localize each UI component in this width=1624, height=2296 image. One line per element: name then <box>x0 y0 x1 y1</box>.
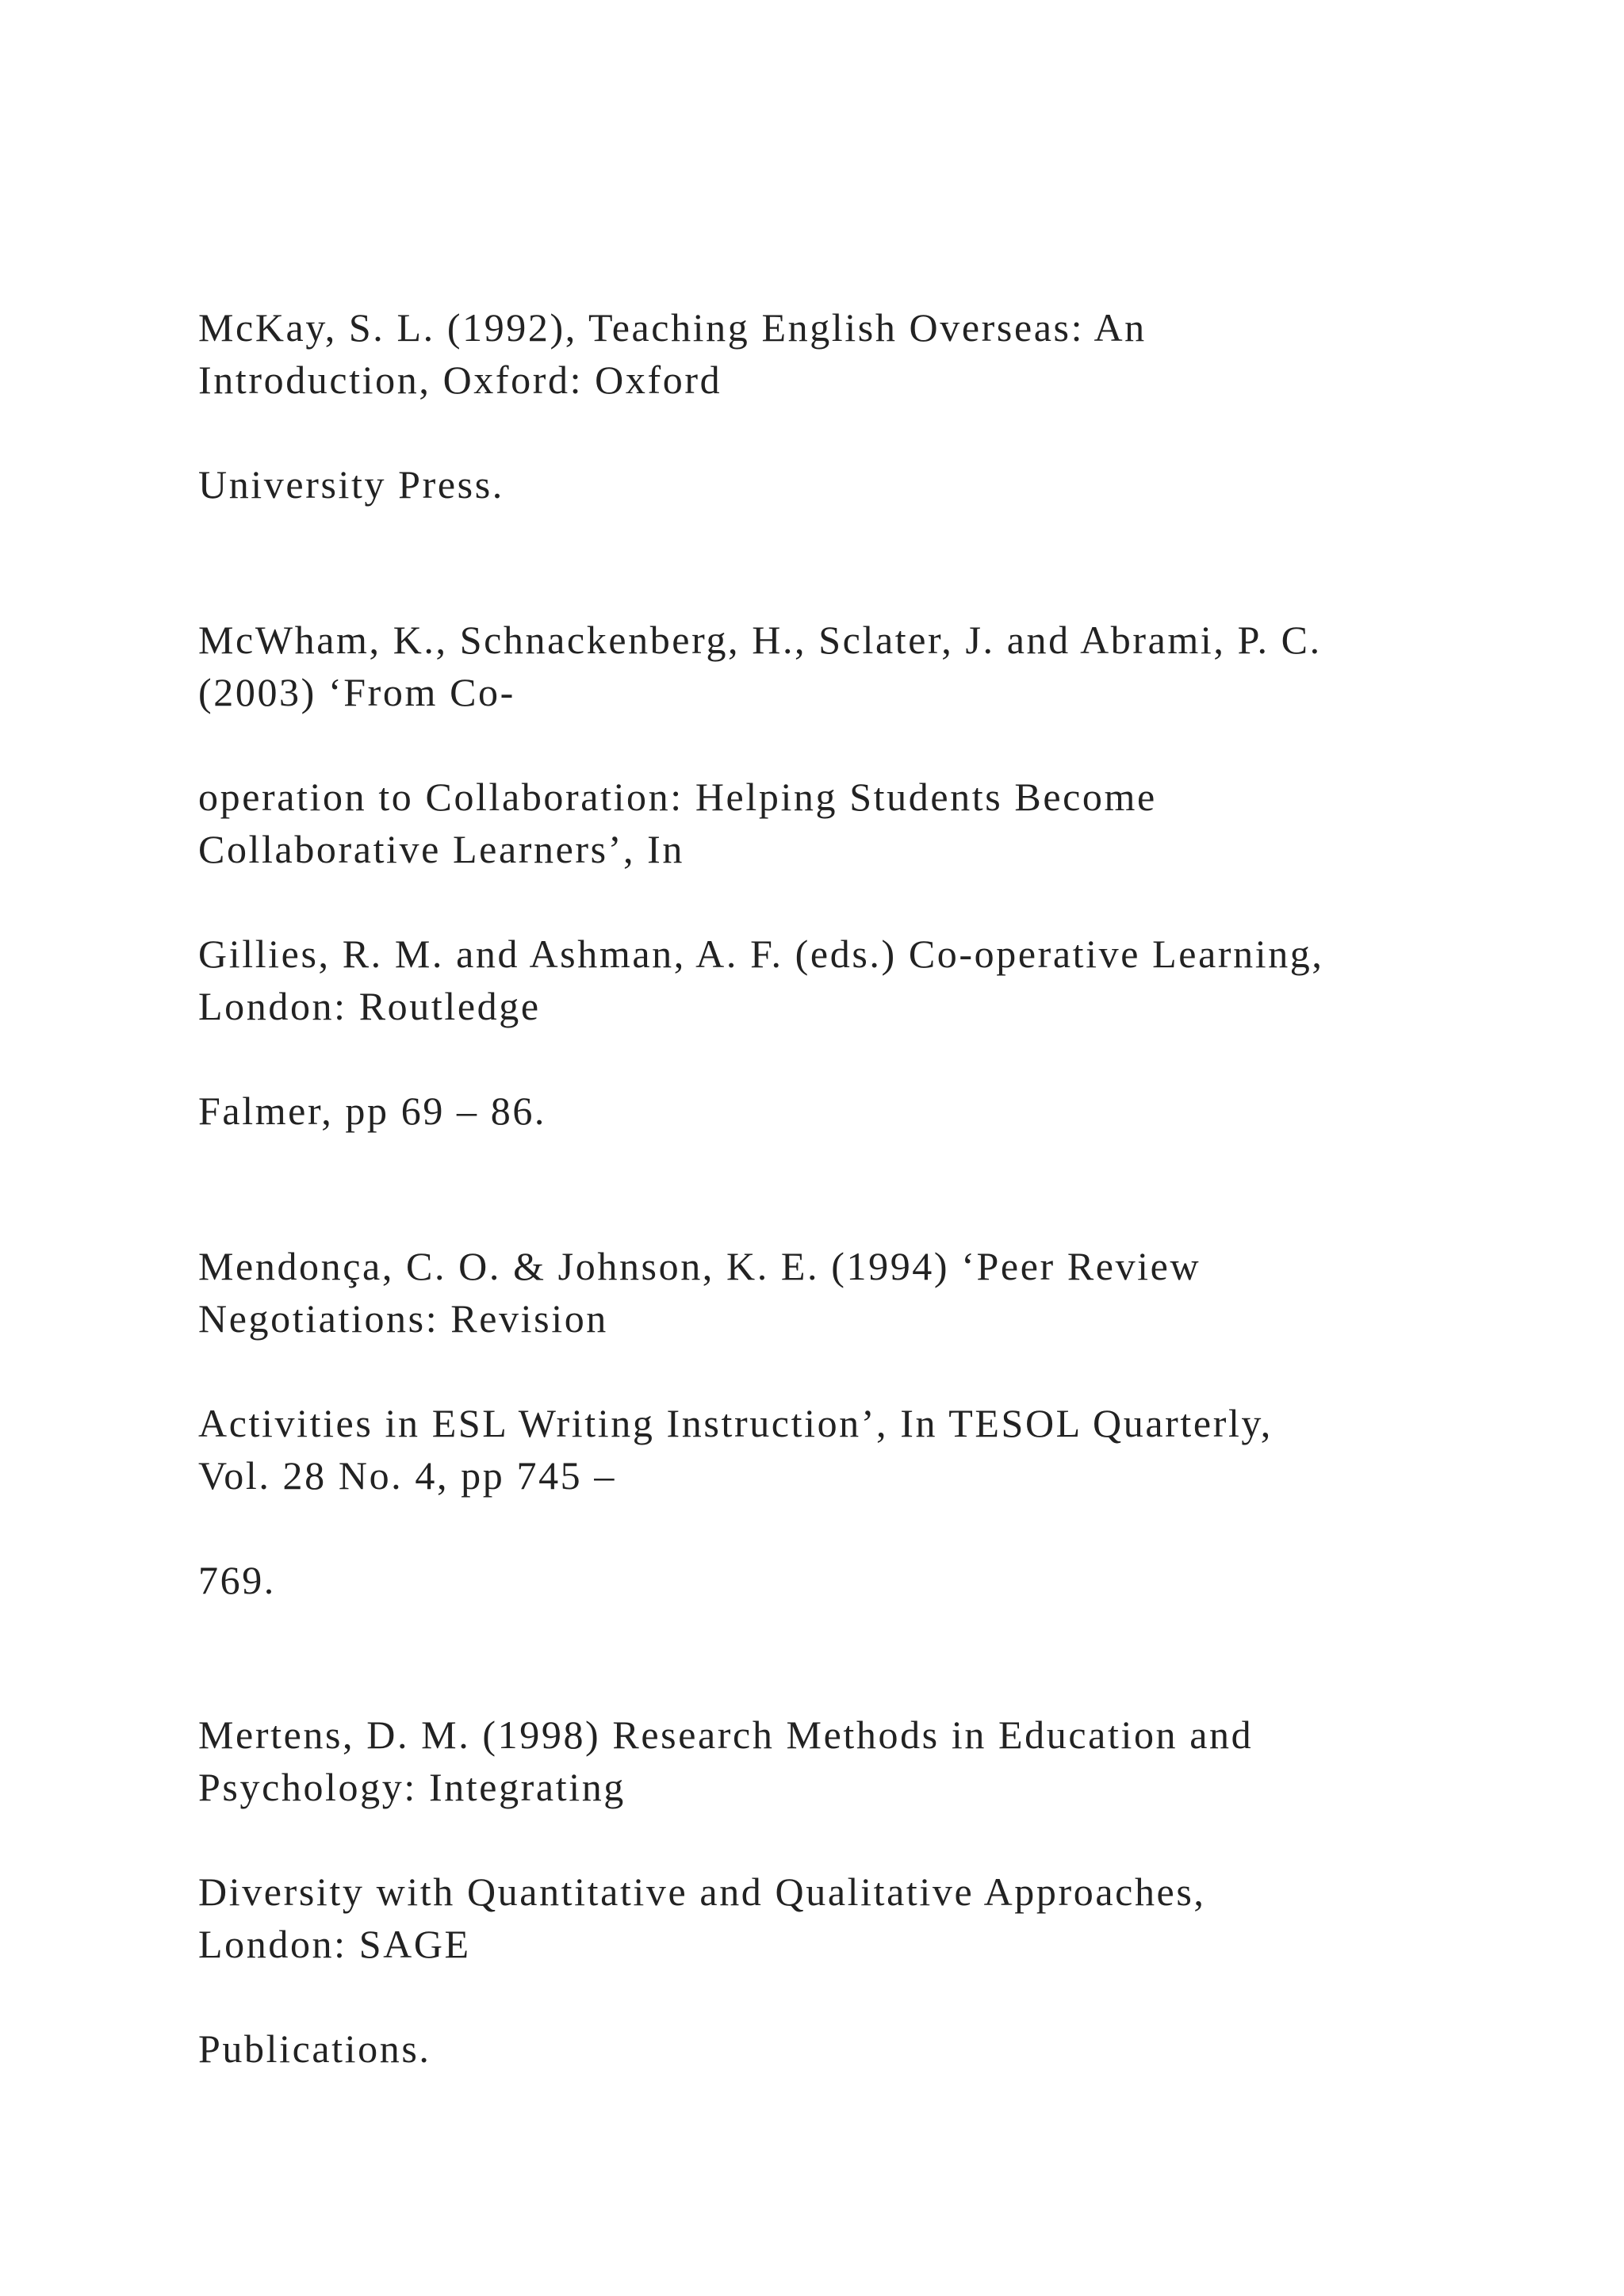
text-line: Diversity with Quantitative and Qualitative Approaches, <box>198 1869 1206 1914</box>
text-line: London: Routledge <box>198 984 541 1028</box>
text-line: operation to Collaboration: Helping Students Become <box>198 775 1157 819</box>
text-line: London: SAGE <box>198 1922 471 1966</box>
text-line: Introduction, Oxford: Oxford <box>198 358 722 402</box>
text-line: University Press. <box>198 462 504 507</box>
text-line: Vol. 28 No. 4, pp 745 – <box>198 1453 616 1498</box>
text-line: McWham, K., Schnackenberg, H., Sclater, J. and Abrami, P. C. <box>198 618 1322 662</box>
text-line: (2003) ‘From Co- <box>198 670 515 714</box>
text-line: Negotiations: Revision <box>198 1296 608 1341</box>
text-line: Falmer, pp 69 – 86. <box>198 1089 547 1133</box>
text-line: Gillies, R. M. and Ashman, A. F. (eds.) Co-operative Learning, <box>198 932 1324 976</box>
text-line: Collaborative Learners’, In <box>198 827 685 871</box>
text-line: McKay, S. L. (1992), Teaching English Overseas: An <box>198 305 1147 350</box>
reference-mertens-para-3 <box>198 1918 1507 2179</box>
text-line: Publications. <box>198 2026 431 2071</box>
text-line: 769. <box>198 1558 276 1602</box>
text-line: Mertens, D. M. (1998) Research Methods in Education and <box>198 1712 1254 1757</box>
text-line: Psychology: Integrating <box>198 1765 626 1809</box>
text-line: Activities in ESL Writing Instruction’, In TESOL Quarterly, <box>198 1401 1273 1445</box>
text-line: Mendonça, C. O. & Johnson, K. E. (1994) ‘Peer Review <box>198 1244 1201 1288</box>
